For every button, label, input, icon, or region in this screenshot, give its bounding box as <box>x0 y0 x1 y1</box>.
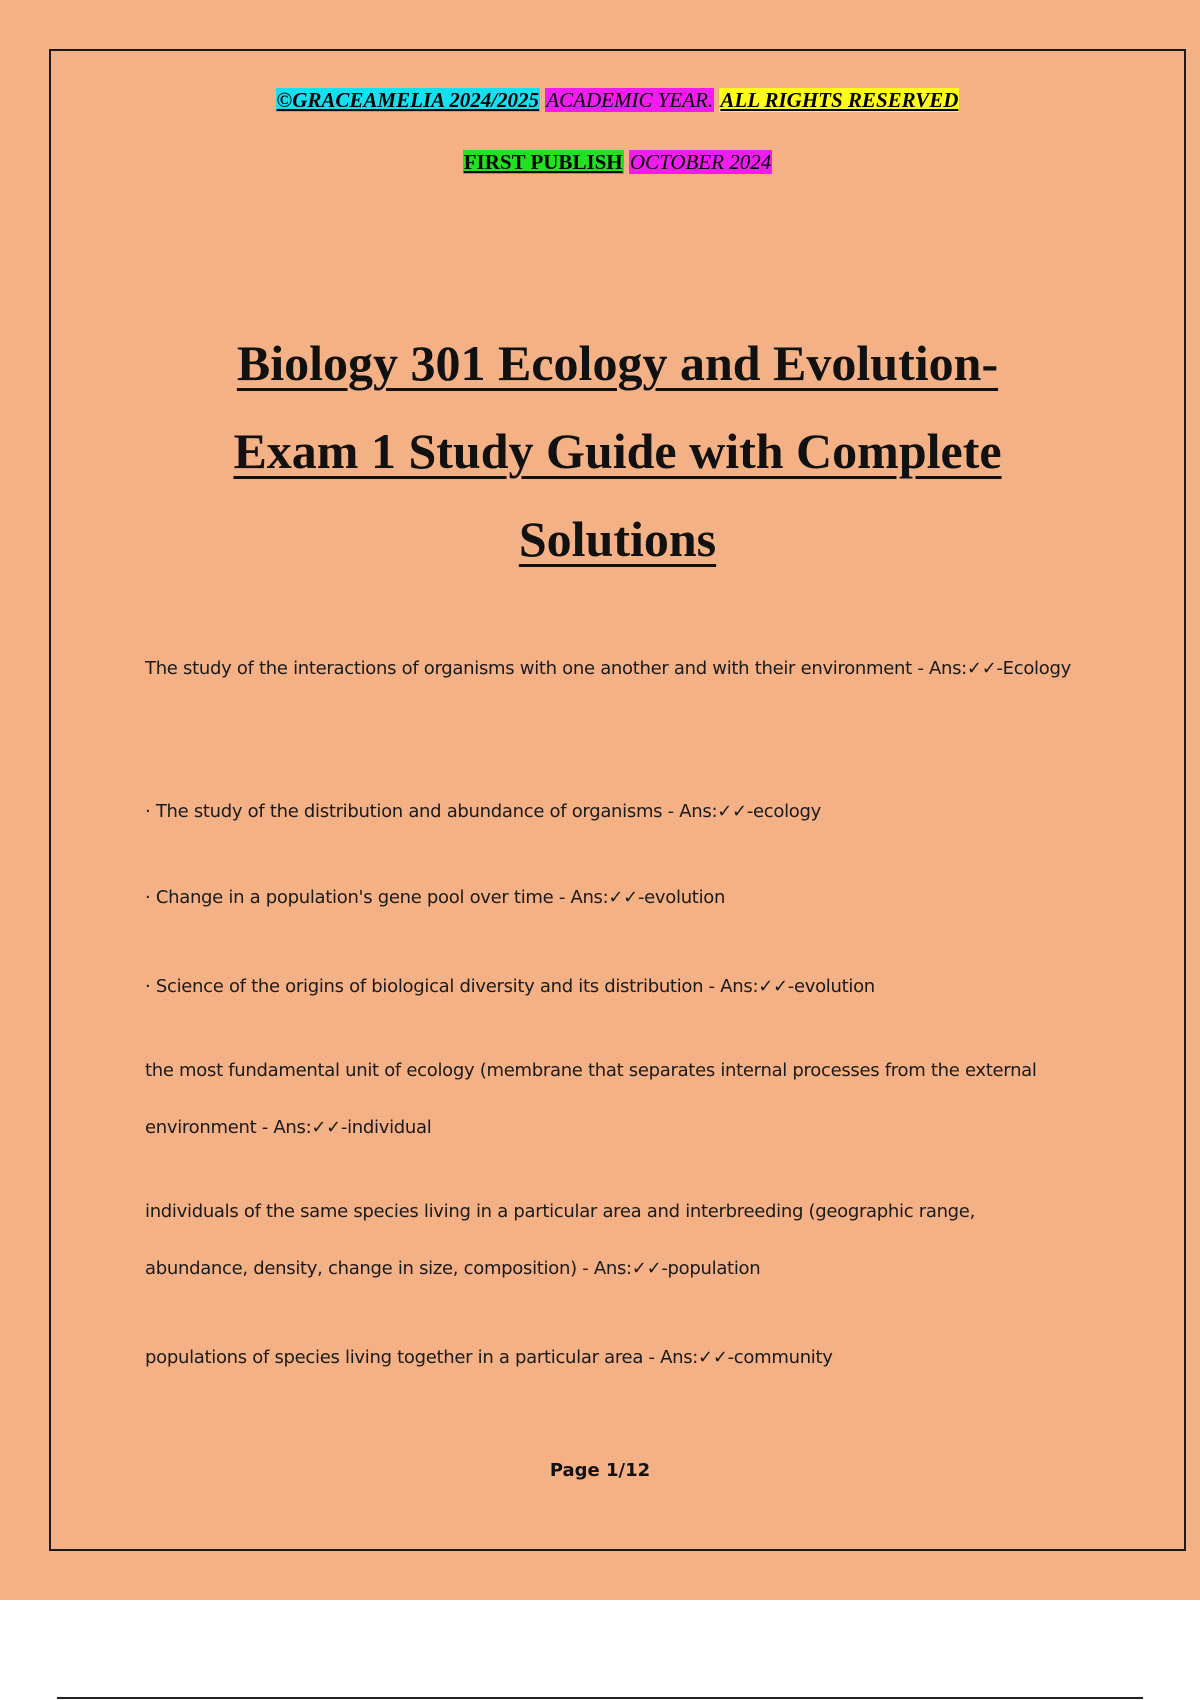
title-line-1: Biology 301 Ecology and Evolution- <box>236 335 999 391</box>
title-line-2: Exam 1 Study Guide with Complete <box>233 423 1002 479</box>
document-title <box>51 319 1184 583</box>
rights-reserved-text: ALL RIGHTS RESERVED <box>720 88 959 112</box>
first-publish-text: FIRST PUBLISH <box>463 150 623 174</box>
qa-item: The study of the interactions of organisms with one another and with their environment - Ans:✓✓-Ecology <box>145 658 1071 679</box>
qa-item: · Change in a population's gene pool over time - Ans:✓✓-evolution <box>145 887 726 908</box>
page-number: Page 1/12 <box>549 1460 651 1481</box>
copyright-text: ©GRACEAMELIA 2024/2025 <box>276 88 540 112</box>
qa-item: · The study of the distribution and abundance of organisms - Ans:✓✓-ecology <box>145 801 821 822</box>
qa-item: · Science of the origins of biological diversity and its distribution - Ans:✓✓-evolution <box>145 976 875 997</box>
title-line-3: Solutions <box>518 511 717 567</box>
qa-item: individuals of the same species living in a particular area and interbreeding (geographic range, abundance, density, change in size, composition) - Ans:✓✓-population <box>145 1201 975 1279</box>
next-page-top-rule <box>57 1697 1143 1699</box>
academic-year-text: ACADEMIC YEAR. <box>546 88 714 112</box>
publish-date-text: OCTOBER 2024 <box>629 150 772 174</box>
qa-item: populations of species living together in a particular area - Ans:✓✓-community <box>145 1347 833 1368</box>
copyright-header <box>51 87 1184 113</box>
publish-header <box>51 149 1184 175</box>
qa-item: the most fundamental unit of ecology (membrane that separates internal processes from the external environment - Ans:✓✓-individual <box>145 1060 1037 1138</box>
